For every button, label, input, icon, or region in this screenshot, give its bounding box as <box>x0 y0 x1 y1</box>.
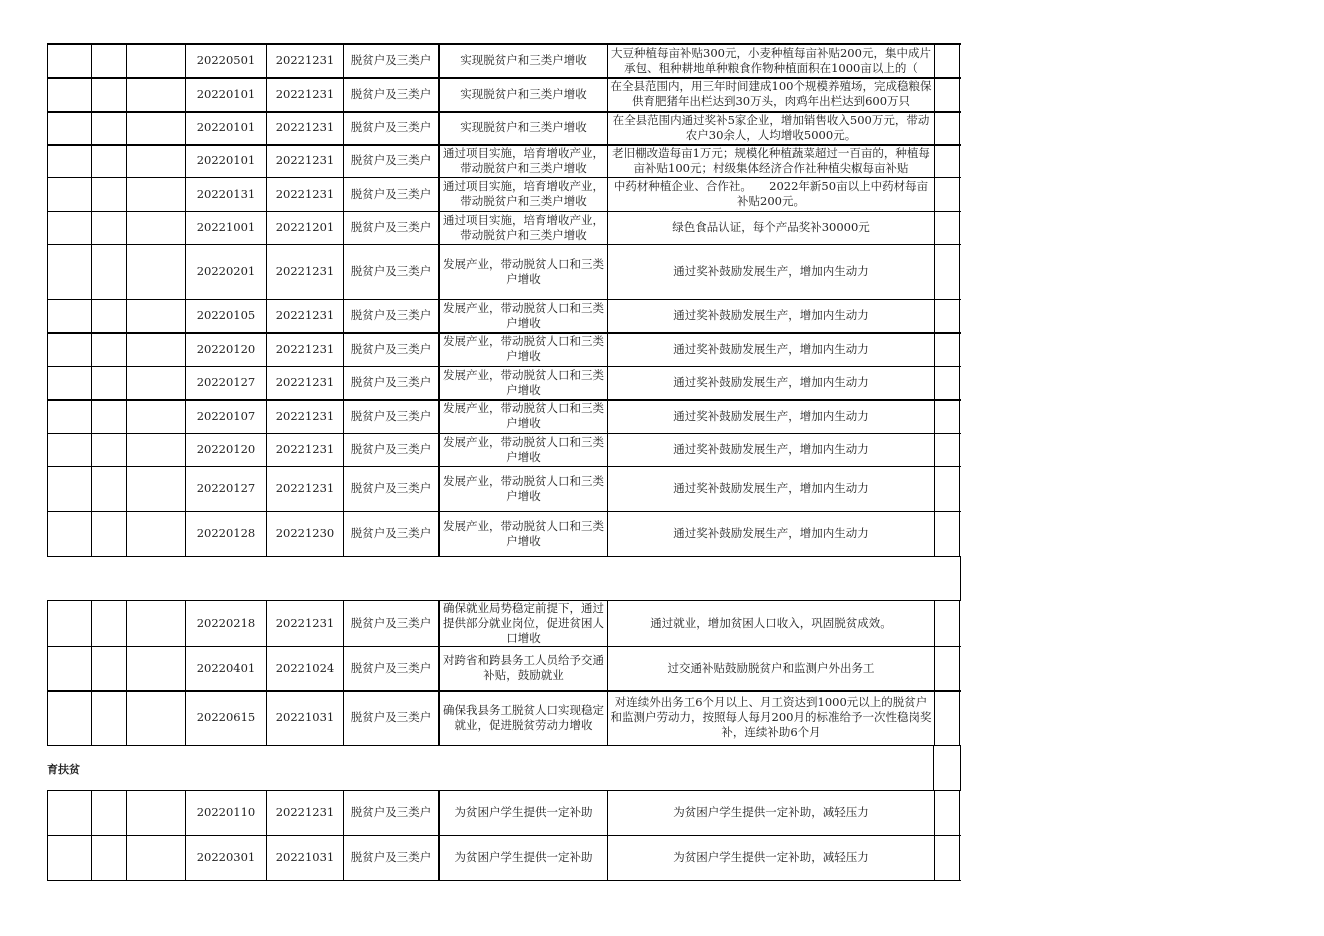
cell-empty <box>934 332 960 366</box>
cell-empty <box>91 144 126 177</box>
cell-empty <box>91 177 126 211</box>
cell-empty <box>126 690 185 745</box>
cell-empty <box>47 366 91 399</box>
cell-empty <box>91 111 126 144</box>
target-group-cell: 脱贫户及三类户 <box>343 77 438 111</box>
cell-empty <box>47 690 91 745</box>
start-date-cell: 20220131 <box>185 177 266 211</box>
end-date-cell: 20221231 <box>266 399 343 433</box>
cell-empty <box>47 332 91 366</box>
table-row <box>47 44 960 77</box>
target-group-cell: 脱贫户及三类户 <box>343 144 438 177</box>
cell-empty <box>934 211 960 244</box>
start-date-cell: 20220101 <box>185 111 266 144</box>
target-group-cell: 脱贫户及三类户 <box>343 433 438 466</box>
start-date-cell: 20220120 <box>185 433 266 466</box>
row-border <box>47 77 961 79</box>
start-date-cell: 20220110 <box>185 790 266 835</box>
cell-empty <box>47 601 91 646</box>
detail-cell: 通过奖补鼓励发展生产，增加内生动力 <box>607 244 934 299</box>
row-border <box>47 366 961 367</box>
detail-cell: 对连续外出务工6个月以上、月工资达到1000元以上的脱贫户和监测户劳动力，按照每人每月200月的标准给予一次性稳岗奖补，连续补助6个月 <box>607 690 934 745</box>
cell-empty <box>934 144 960 177</box>
goal-cell: 通过项目实施，培育增收产业，带动脱贫户和三类户增收 <box>438 144 607 177</box>
end-date-cell: 20221231 <box>266 466 343 511</box>
cell-empty <box>126 77 185 111</box>
goal-cell: 发展产业，带动脱贫人口和三类户增收 <box>438 399 607 433</box>
detail-cell: 为贫困户学生提供一定补助，减轻压力 <box>607 790 934 835</box>
cell-empty <box>126 835 185 880</box>
goal-cell: 实现脱贫户和三类户增收 <box>438 44 607 77</box>
cell-empty <box>934 44 960 77</box>
cell-empty <box>91 646 126 690</box>
cell-empty <box>126 211 185 244</box>
detail-cell: 绿色食品认证，每个产品奖补30000元 <box>607 211 934 244</box>
section-border <box>960 745 961 790</box>
detail-cell: 通过奖补鼓励发展生产，增加内生动力 <box>607 332 934 366</box>
row-border <box>47 177 961 178</box>
row-border <box>47 399 961 401</box>
cell-empty <box>47 111 91 144</box>
cell-empty <box>934 601 960 646</box>
table-row <box>47 366 960 399</box>
cell-empty <box>47 244 91 299</box>
cell-empty <box>47 646 91 690</box>
table-row <box>47 244 960 299</box>
row-border <box>47 880 961 881</box>
target-group-cell: 脱贫户及三类户 <box>343 835 438 880</box>
cell-empty <box>91 466 126 511</box>
cell-empty <box>91 601 126 646</box>
start-date-cell: 20220127 <box>185 366 266 399</box>
end-date-cell: 20221231 <box>266 299 343 332</box>
detail-cell: 通过奖补鼓励发展生产，增加内生动力 <box>607 399 934 433</box>
cell-empty <box>126 177 185 211</box>
cell-empty <box>47 77 91 111</box>
cell-empty <box>91 244 126 299</box>
section-label: 育扶贫 <box>47 763 80 776</box>
cell-empty <box>91 790 126 835</box>
target-group-cell: 脱贫户及三类户 <box>343 211 438 244</box>
end-date-cell: 20221230 <box>266 511 343 556</box>
cell-empty <box>91 299 126 332</box>
row-border <box>47 511 961 512</box>
end-date-cell: 20221231 <box>266 332 343 366</box>
target-group-cell: 脱贫户及三类户 <box>343 511 438 556</box>
cell-empty <box>47 399 91 433</box>
detail-cell: 通过奖补鼓励发展生产，增加内生动力 <box>607 366 934 399</box>
goal-cell: 实现脱贫户和三类户增收 <box>438 111 607 144</box>
cell-empty <box>91 211 126 244</box>
end-date-cell: 20221031 <box>266 835 343 880</box>
cell-empty <box>47 790 91 835</box>
cell-empty <box>934 433 960 466</box>
cell-empty <box>934 511 960 556</box>
cell-empty <box>126 466 185 511</box>
detail-cell: 大豆种植每亩补贴300元，小麦种植每亩补贴200元，集中成片承包、租种耕地单种粮食作物种植面积在1000亩以上的（ <box>607 44 934 77</box>
start-date-cell: 20220218 <box>185 601 266 646</box>
table-row <box>47 601 960 646</box>
goal-cell: 通过项目实施，培育增收产业，带动脱贫户和三类户增收 <box>438 177 607 211</box>
end-date-cell: 20221231 <box>266 366 343 399</box>
row-border <box>47 433 961 434</box>
cell-empty <box>126 144 185 177</box>
goal-cell: 为贫困户学生提供一定补助 <box>438 790 607 835</box>
cell-empty <box>91 366 126 399</box>
end-date-cell: 20221231 <box>266 177 343 211</box>
target-group-cell: 脱贫户及三类户 <box>343 366 438 399</box>
end-date-cell: 20221201 <box>266 211 343 244</box>
cell-empty <box>126 332 185 366</box>
goal-cell: 发展产业，带动脱贫人口和三类户增收 <box>438 433 607 466</box>
cell-empty <box>934 244 960 299</box>
detail-cell: 通过奖补鼓励发展生产，增加内生动力 <box>607 433 934 466</box>
row-border <box>47 144 961 146</box>
row-border <box>47 466 961 467</box>
target-group-cell: 脱贫户及三类户 <box>343 44 438 77</box>
start-date-cell: 20220101 <box>185 77 266 111</box>
goal-cell: 确保我县务工脱贫人口实现稳定就业，促进脱贫劳动力增收 <box>438 690 607 745</box>
target-group-cell: 脱贫户及三类户 <box>343 790 438 835</box>
cell-empty <box>934 466 960 511</box>
detail-cell: 在全县范围内通过奖补5家企业，增加销售收入500万元，带动农户30余人，人均增收5000元。 <box>607 111 934 144</box>
end-date-cell: 20221231 <box>266 244 343 299</box>
target-group-cell: 脱贫户及三类户 <box>343 177 438 211</box>
goal-cell: 发展产业，带动脱贫人口和三类户增收 <box>438 299 607 332</box>
table-row <box>47 835 960 880</box>
row-border <box>47 332 961 334</box>
goal-cell: 对跨省和跨县务工人员给予交通补贴，鼓励就业 <box>438 646 607 690</box>
cell-empty <box>126 299 185 332</box>
start-date-cell: 20220201 <box>185 244 266 299</box>
cell-empty <box>934 299 960 332</box>
table-row <box>47 211 960 244</box>
cell-empty <box>91 690 126 745</box>
cell-empty <box>47 177 91 211</box>
table-row <box>47 790 960 835</box>
cell-empty <box>91 77 126 111</box>
start-date-cell: 20220105 <box>185 299 266 332</box>
target-group-cell: 脱贫户及三类户 <box>343 466 438 511</box>
cell-empty <box>126 646 185 690</box>
table-row <box>47 144 960 177</box>
section-border <box>933 745 934 790</box>
target-group-cell: 脱贫户及三类户 <box>343 332 438 366</box>
start-date-cell: 20220127 <box>185 466 266 511</box>
detail-cell: 通过奖补鼓励发展生产，增加内生动力 <box>607 466 934 511</box>
detail-cell: 老旧棚改造每亩1万元；规模化种植蔬菜超过一百亩的，种植每亩补贴100元；村级集体经济合作社种植尖椒每亩补贴 <box>607 144 934 177</box>
table-row <box>47 433 960 466</box>
cell-empty <box>126 790 185 835</box>
table-row <box>47 177 960 211</box>
end-date-cell: 20221231 <box>266 77 343 111</box>
row-border <box>47 745 961 746</box>
detail-cell: 在全县范围内，用三年时间建成100个规模养殖场，完成稳粮保供育肥猪年出栏达到30万头，肉鸡年出栏达到600万只 <box>607 77 934 111</box>
table-row <box>47 111 960 144</box>
goal-cell: 发展产业，带动脱贫人口和三类户增收 <box>438 244 607 299</box>
target-group-cell: 脱贫户及三类户 <box>343 299 438 332</box>
detail-cell: 通过奖补鼓励发展生产，增加内生动力 <box>607 299 934 332</box>
start-date-cell: 20220107 <box>185 399 266 433</box>
goal-cell: 发展产业，带动脱贫人口和三类户增收 <box>438 466 607 511</box>
cell-empty <box>126 44 185 77</box>
cell-empty <box>47 211 91 244</box>
target-group-cell: 脱贫户及三类户 <box>343 399 438 433</box>
goal-cell: 为贫困户学生提供一定补助 <box>438 835 607 880</box>
start-date-cell: 20220501 <box>185 44 266 77</box>
goal-cell: 发展产业，带动脱贫人口和三类户增收 <box>438 332 607 366</box>
cell-empty <box>126 601 185 646</box>
cell-empty <box>91 332 126 366</box>
table-row <box>47 299 960 332</box>
start-date-cell: 20220301 <box>185 835 266 880</box>
row-border <box>47 244 961 245</box>
cell-empty <box>934 177 960 211</box>
row-border <box>47 600 961 601</box>
end-date-cell: 20221231 <box>266 111 343 144</box>
cell-empty <box>126 111 185 144</box>
end-date-cell: 20221231 <box>266 44 343 77</box>
table-row <box>47 399 960 433</box>
cell-empty <box>91 44 126 77</box>
cell-empty <box>91 511 126 556</box>
goal-cell: 实现脱贫户和三类户增收 <box>438 77 607 111</box>
detail-cell: 过交通补贴鼓励脱贫户和监测户外出务工 <box>607 646 934 690</box>
cell-empty <box>126 511 185 556</box>
target-group-cell: 脱贫户及三类户 <box>343 690 438 745</box>
end-date-cell: 20221231 <box>266 144 343 177</box>
cell-empty <box>126 399 185 433</box>
end-date-cell: 20221231 <box>266 790 343 835</box>
goal-cell: 通过项目实施，培育增收产业，带动脱贫户和三类户增收 <box>438 211 607 244</box>
cell-empty <box>47 44 91 77</box>
table-row <box>47 332 960 366</box>
cell-empty <box>47 299 91 332</box>
goal-cell: 发展产业，带动脱贫人口和三类户增收 <box>438 511 607 556</box>
cell-empty <box>126 244 185 299</box>
end-date-cell: 20221031 <box>266 690 343 745</box>
cell-empty <box>91 433 126 466</box>
row-border <box>47 43 961 45</box>
cell-empty <box>126 366 185 399</box>
start-date-cell: 20220128 <box>185 511 266 556</box>
table-row <box>47 646 960 690</box>
cell-empty <box>126 433 185 466</box>
cell-empty <box>47 144 91 177</box>
cell-empty <box>934 790 960 835</box>
row-border <box>47 835 961 836</box>
cell-empty <box>934 646 960 690</box>
goal-cell: 确保就业局势稳定前提下，通过提供部分就业岗位，促进贫困人口增收 <box>438 601 607 646</box>
goal-cell: 发展产业，带动脱贫人口和三类户增收 <box>438 366 607 399</box>
row-border <box>47 299 961 300</box>
cell-empty <box>47 835 91 880</box>
detail-cell: 为贫困户学生提供一定补助，减轻压力 <box>607 835 934 880</box>
target-group-cell: 脱贫户及三类户 <box>343 111 438 144</box>
cell-empty <box>934 366 960 399</box>
cell-empty <box>934 111 960 144</box>
detail-cell: 通过奖补鼓励发展生产，增加内生动力 <box>607 511 934 556</box>
cell-empty <box>47 466 91 511</box>
start-date-cell: 20221001 <box>185 211 266 244</box>
cell-empty <box>47 511 91 556</box>
end-date-cell: 20221231 <box>266 601 343 646</box>
row-border <box>47 556 961 557</box>
target-group-cell: 脱贫户及三类户 <box>343 601 438 646</box>
start-date-cell: 20220615 <box>185 690 266 745</box>
table-row <box>47 77 960 111</box>
table-row <box>47 511 960 556</box>
cell-empty <box>934 77 960 111</box>
table-row <box>47 466 960 511</box>
cell-empty <box>934 399 960 433</box>
start-date-cell: 20220101 <box>185 144 266 177</box>
detail-cell: 中药材种植企业、合作社。 2022年新50亩以上中药材每亩补贴200元。 <box>607 177 934 211</box>
row-border <box>47 790 961 791</box>
detail-cell: 通过就业，增加贫困人口收入，巩固脱贫成效。 <box>607 601 934 646</box>
table-row <box>47 690 960 745</box>
cell-empty <box>91 835 126 880</box>
start-date-cell: 20220120 <box>185 332 266 366</box>
cell-empty <box>91 399 126 433</box>
cell-empty <box>47 433 91 466</box>
cell-empty <box>934 690 960 745</box>
end-date-cell: 20221024 <box>266 646 343 690</box>
target-group-cell: 脱贫户及三类户 <box>343 646 438 690</box>
row-border <box>47 690 961 692</box>
row-border <box>47 646 961 647</box>
separator-border <box>960 556 961 601</box>
row-border <box>47 211 961 212</box>
target-group-cell: 脱贫户及三类户 <box>343 244 438 299</box>
start-date-cell: 20220401 <box>185 646 266 690</box>
row-border <box>47 111 961 113</box>
cell-empty <box>934 835 960 880</box>
end-date-cell: 20221231 <box>266 433 343 466</box>
